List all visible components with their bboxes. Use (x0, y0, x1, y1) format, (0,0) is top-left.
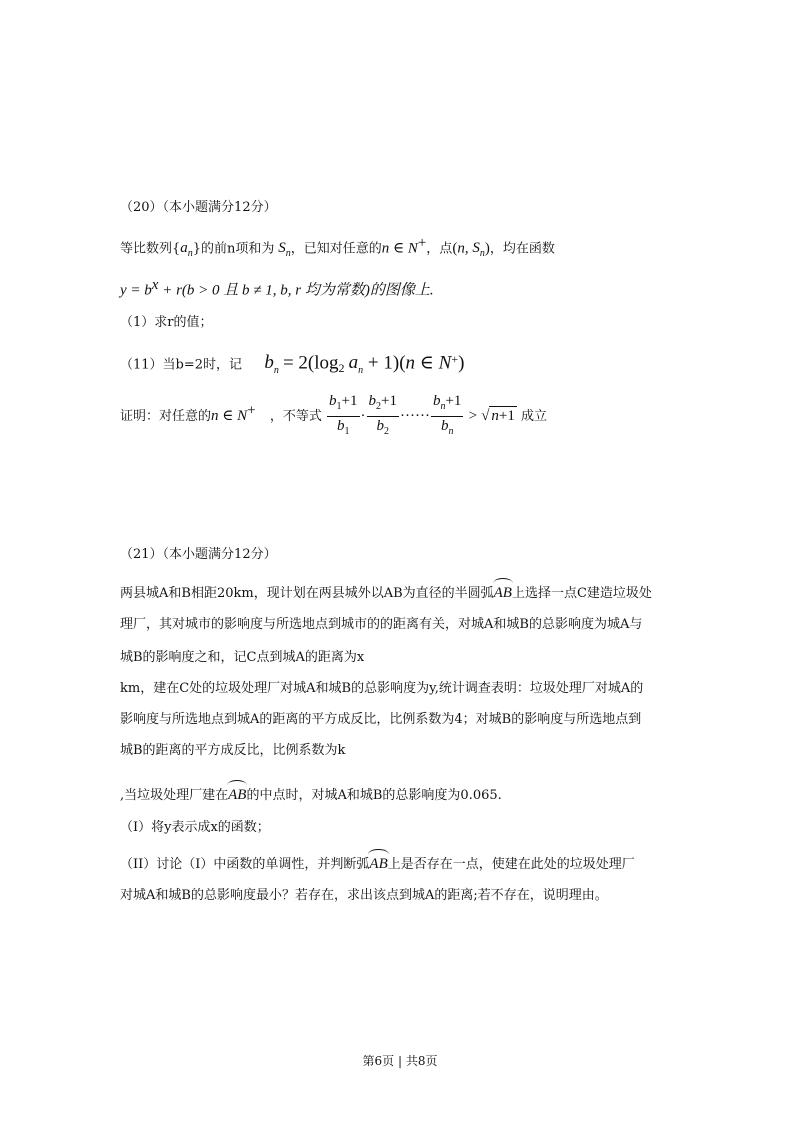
q20-part2: （11）当b=2时，记 $b_n = 2(\log_2$ $a_n + 1)(n$ ∈ N+) (120, 352, 465, 377)
q21-part1: （I）将y表示成x的函数； (120, 820, 270, 835)
q21-line4: km，建在C处的垃圾处理厂对城A和城B的总影响度为y,统计调查表明：垃圾处理厂对城A的 (120, 681, 644, 696)
q21-line3: 城B的影响度之和，记C点到城A的距离为x (120, 650, 365, 665)
page-footer: 第6页 | 共8页 (362, 1054, 438, 1068)
q20-line1: 等比数列$\{a_n\}$的前n项和为 $S_n$，已知对任意的n ∈ N+，点(n, $S_n$)，均在函数 (120, 235, 555, 260)
q21-line5: 影响度与所选地点到城A的距离的平方成反比，比例系数为4；对城B的影响度与所选地点到 (120, 712, 642, 727)
q21-header: （21）（本小题满分12分） (120, 547, 277, 562)
q21-line2: 理厂，其对城市的影响度与所选地点到城市的的距离有关，对城A和城B的总影响度为城A与 (120, 617, 643, 632)
arc-ab: AB (493, 585, 512, 601)
q21-line7: ,当垃圾处理厂建在AB的中点时，对城A和城B的总影响度为0.065. (120, 787, 502, 803)
arc-ab: AB (369, 856, 388, 872)
q21-part2: （II）讨论（I）中函数的单调性，并判断弧AB上是否存在一点，使建在此处的垃圾处理厂 (120, 856, 635, 872)
q21-line1: 两县城A和B相距20km，现计划在两县城外以AB为直径的半圆弧AB上选择一点C建造垃圾处 (120, 585, 652, 601)
q20-line2: $y = b^x + r(b > 0$ 且 b ≠ 1, b, r 均为常数)的图像上. (120, 277, 434, 299)
q20-header: （20）（本小题满分12分） (120, 200, 277, 215)
q20-proof: 证明：对任意的n ∈ N+ ，不等式 $\frac{b_1+1}{b_1}$ · $\frac{b_2+1}{b_2}$ ······ $\frac{b_n+1}{b_n}$ > √ n+1 成立 (120, 393, 548, 437)
q20-part1: （1）求r的值； (120, 315, 213, 330)
q21-line6: 城B的距离的平方成反比，比例系数为k (120, 743, 346, 758)
arc-ab: AB (228, 787, 247, 803)
q21-part2-cont: 对城A和城B的总影响度最小？若存在，求出该点到城A的距离;若不存在，说明理由。 (120, 888, 608, 903)
